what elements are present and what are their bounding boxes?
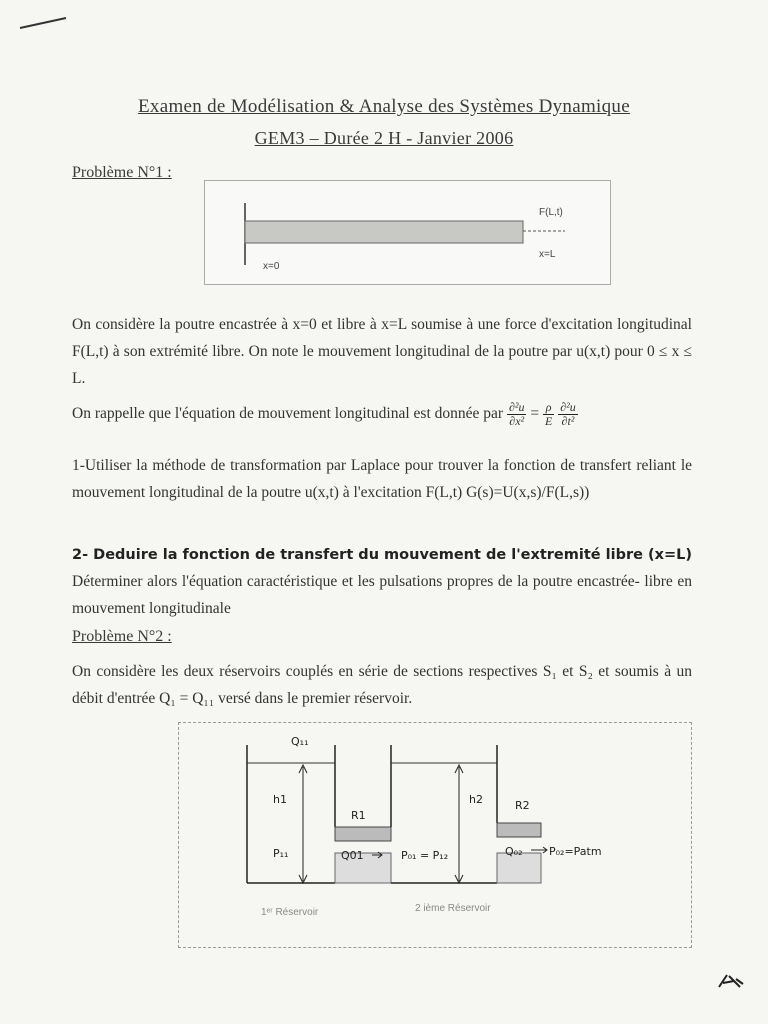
- r2-label: R2: [515, 799, 530, 812]
- h1-label: h1: [273, 793, 287, 806]
- scan-mark-top-left: [18, 14, 70, 34]
- q02-label: Q₀₂: [505, 845, 523, 858]
- p02-label: P₀₂=Patm: [549, 845, 602, 858]
- problem1-heading: Problème N°1 :: [72, 164, 172, 181]
- problem2-paragraph: On considère les deux réservoirs couplés en série de sections respectives S₁ et S₂ et soumis à un débit d'entrée Q₁ = Q₁₁ versé dans le premier réservoir.: [72, 663, 692, 707]
- p01-label: P₀₁ = P₁₂: [401, 849, 449, 862]
- p11-label: P₁₁: [273, 847, 289, 860]
- force-label: F(L,t): [539, 207, 563, 218]
- x0-label: x=0: [263, 261, 280, 272]
- lhs-fraction: $\frac{\text{∂²u}}{\text{∂x²}}$: [508, 399, 525, 428]
- beam-figure: [204, 180, 611, 285]
- problem2-heading: Problème N°2 :: [72, 628, 172, 645]
- equation-line: [72, 400, 692, 428]
- question-2-text: Déterminer alors l'équation caractéristique et les pulsations propres de la poutre encastrée- libre en mouvement longitudinale: [72, 573, 692, 617]
- tank1-label: 1ᵉʳ Réservoir: [261, 907, 319, 918]
- tank2-label: 2 ième Réservoir: [415, 903, 491, 914]
- rhs-fraction: $\frac{\text{∂²u}}{\text{∂t²}}$: [560, 399, 576, 428]
- question-2-title: 2- Deduire la fonction de transfert du mouvement de l'extremité libre (x=L): [72, 547, 693, 563]
- q01-label: Q01: [341, 849, 364, 862]
- exam-title: Examen de Modélisation & Analyse des Systèmes Dynamique: [138, 96, 630, 117]
- exam-subtitle: GEM3 – Durée 2 H - Janvier 2006: [254, 128, 514, 148]
- equation-intro: On rappelle que l'équation de mouvement longitudinal est donnée par: [72, 405, 504, 422]
- r1-label: R1: [351, 809, 366, 822]
- problem1-paragraph: On considère la poutre encastrée à x=0 et libre à x=L soumise à une force d'excitation longitudinal F(L,t) à son extrémité libre. On note le mouvement longitudinal de la poutre par u(x,t) pour 0 ≤ x ≤ L.: [72, 316, 692, 387]
- reservoir-figure: [178, 722, 692, 948]
- equals-sign: =: [530, 405, 540, 422]
- question-1: 1-Utiliser la méthode de transformation par Laplace pour trouver la fonction de transfert reliant le mouvement longitudinal de la poutre u(x,t) à l'excitation F(L,t) G(s)=U(x,s)/F(L,s)): [72, 457, 692, 501]
- h2-label: h2: [469, 793, 483, 806]
- inflow-label: Q₁₁: [291, 735, 309, 748]
- xL-label: x=L: [539, 249, 556, 260]
- mid-fraction: $\frac{\rho}{E}$: [544, 399, 553, 428]
- signature-mark: [716, 970, 746, 992]
